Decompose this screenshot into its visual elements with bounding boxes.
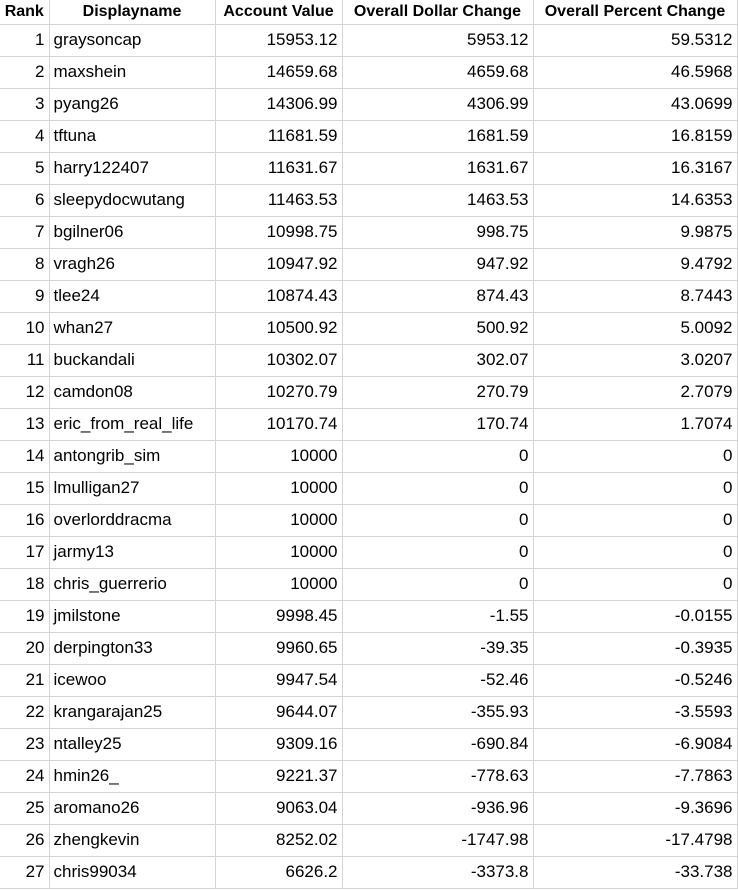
- table-row: [0, 120, 737, 152]
- rank-cell: 12: [0, 376, 49, 408]
- percent-change-cell: -6.9084: [533, 728, 737, 760]
- displayname-cell: hmin26_: [49, 760, 215, 792]
- displayname-cell: graysoncap: [49, 24, 215, 56]
- percent-change-cell: -0.5246: [533, 664, 737, 696]
- table-row: [0, 440, 737, 472]
- displayname-cell: jarmy13: [49, 536, 215, 568]
- account-value-cell: 10500.92: [215, 312, 342, 344]
- displayname-cell: zhengkevin: [49, 824, 215, 856]
- percent-change-cell: 16.3167: [533, 152, 737, 184]
- account-value-cell: 10000: [215, 472, 342, 504]
- dollar-change-cell: 270.79: [342, 376, 533, 408]
- displayname-cell: chris_guerrerio: [49, 568, 215, 600]
- displayname-cell: overlorddracma: [49, 504, 215, 536]
- displayname-cell: tftuna: [49, 120, 215, 152]
- displayname-cell: bgilner06: [49, 216, 215, 248]
- dollar-change-cell: 1463.53: [342, 184, 533, 216]
- percent-change-cell: -0.0155: [533, 600, 737, 632]
- account-value-cell: 14659.68: [215, 56, 342, 88]
- table-row: [0, 344, 737, 376]
- rank-cell: 26: [0, 824, 49, 856]
- table-row: [0, 280, 737, 312]
- account-value-cell: 14306.99: [215, 88, 342, 120]
- rank-cell: 21: [0, 664, 49, 696]
- header-displayname: Displayname: [49, 0, 215, 24]
- account-value-cell: 11463.53: [215, 184, 342, 216]
- rank-cell: 27: [0, 856, 49, 888]
- account-value-cell: 8252.02: [215, 824, 342, 856]
- account-value-cell: 9998.45: [215, 600, 342, 632]
- account-value-cell: 10170.74: [215, 408, 342, 440]
- dollar-change-cell: 302.07: [342, 344, 533, 376]
- dollar-change-cell: 170.74: [342, 408, 533, 440]
- percent-change-cell: 14.6353: [533, 184, 737, 216]
- dollar-change-cell: 0: [342, 504, 533, 536]
- rank-cell: 25: [0, 792, 49, 824]
- rank-cell: 5: [0, 152, 49, 184]
- displayname-cell: buckandali: [49, 344, 215, 376]
- table-row: [0, 472, 737, 504]
- displayname-cell: aromano26: [49, 792, 215, 824]
- dollar-change-cell: -778.63: [342, 760, 533, 792]
- table-row: [0, 728, 737, 760]
- displayname-cell: chris99034: [49, 856, 215, 888]
- account-value-cell: 10874.43: [215, 280, 342, 312]
- account-value-cell: 10947.92: [215, 248, 342, 280]
- account-value-cell: 9960.65: [215, 632, 342, 664]
- percent-change-cell: -9.3696: [533, 792, 737, 824]
- displayname-cell: sleepydocwutang: [49, 184, 215, 216]
- table-row: [0, 248, 737, 280]
- percent-change-cell: 59.5312: [533, 24, 737, 56]
- account-value-cell: 11631.67: [215, 152, 342, 184]
- table-row: [0, 696, 737, 728]
- table-row: [0, 24, 737, 56]
- account-value-cell: 9644.07: [215, 696, 342, 728]
- percent-change-cell: -0.3935: [533, 632, 737, 664]
- percent-change-cell: 0: [533, 568, 737, 600]
- dollar-change-cell: -936.96: [342, 792, 533, 824]
- table-row: [0, 760, 737, 792]
- percent-change-cell: 43.0699: [533, 88, 737, 120]
- rank-cell: 17: [0, 536, 49, 568]
- displayname-cell: maxshein: [49, 56, 215, 88]
- rank-cell: 20: [0, 632, 49, 664]
- header-rank: Rank: [0, 0, 49, 24]
- dollar-change-cell: -52.46: [342, 664, 533, 696]
- percent-change-cell: 0: [533, 472, 737, 504]
- dollar-change-cell: 947.92: [342, 248, 533, 280]
- rank-cell: 14: [0, 440, 49, 472]
- rank-cell: 7: [0, 216, 49, 248]
- percent-change-cell: 8.7443: [533, 280, 737, 312]
- rank-cell: 10: [0, 312, 49, 344]
- displayname-cell: lmulligan27: [49, 472, 215, 504]
- displayname-cell: derpington33: [49, 632, 215, 664]
- dollar-change-cell: 0: [342, 440, 533, 472]
- percent-change-cell: -17.4798: [533, 824, 737, 856]
- rank-cell: 4: [0, 120, 49, 152]
- dollar-change-cell: 4306.99: [342, 88, 533, 120]
- rank-cell: 18: [0, 568, 49, 600]
- displayname-cell: whan27: [49, 312, 215, 344]
- table-row: [0, 184, 737, 216]
- account-value-cell: 10270.79: [215, 376, 342, 408]
- table-row: [0, 792, 737, 824]
- dollar-change-cell: 4659.68: [342, 56, 533, 88]
- rank-cell: 13: [0, 408, 49, 440]
- header-row: [0, 0, 737, 24]
- table-row: [0, 312, 737, 344]
- displayname-cell: krangarajan25: [49, 696, 215, 728]
- dollar-change-cell: 998.75: [342, 216, 533, 248]
- header-overall-percent-change: Overall Percent Change: [533, 0, 737, 24]
- header-overall-dollar-change: Overall Dollar Change: [342, 0, 533, 24]
- rank-cell: 16: [0, 504, 49, 536]
- dollar-change-cell: -3373.8: [342, 856, 533, 888]
- dollar-change-cell: 1631.67: [342, 152, 533, 184]
- table-row: [0, 632, 737, 664]
- percent-change-cell: 16.8159: [533, 120, 737, 152]
- account-value-cell: 9063.04: [215, 792, 342, 824]
- table-row: [0, 856, 737, 888]
- percent-change-cell: 3.0207: [533, 344, 737, 376]
- dollar-change-cell: 874.43: [342, 280, 533, 312]
- account-value-cell: 10000: [215, 504, 342, 536]
- percent-change-cell: 0: [533, 440, 737, 472]
- percent-change-cell: 5.0092: [533, 312, 737, 344]
- displayname-cell: jmilstone: [49, 600, 215, 632]
- dollar-change-cell: -355.93: [342, 696, 533, 728]
- table-body: [0, 24, 737, 888]
- rank-cell: 11: [0, 344, 49, 376]
- dollar-change-cell: 1681.59: [342, 120, 533, 152]
- dollar-change-cell: 0: [342, 472, 533, 504]
- displayname-cell: vragh26: [49, 248, 215, 280]
- rank-cell: 9: [0, 280, 49, 312]
- table-row: [0, 504, 737, 536]
- rank-cell: 2: [0, 56, 49, 88]
- account-value-cell: 10302.07: [215, 344, 342, 376]
- rank-cell: 6: [0, 184, 49, 216]
- table-row: [0, 408, 737, 440]
- table-row: [0, 568, 737, 600]
- displayname-cell: ntalley25: [49, 728, 215, 760]
- account-value-cell: 11681.59: [215, 120, 342, 152]
- account-value-cell: 15953.12: [215, 24, 342, 56]
- percent-change-cell: 1.7074: [533, 408, 737, 440]
- table-row: [0, 376, 737, 408]
- account-value-cell: 9947.54: [215, 664, 342, 696]
- rank-cell: 19: [0, 600, 49, 632]
- dollar-change-cell: 0: [342, 568, 533, 600]
- account-value-cell: 10000: [215, 568, 342, 600]
- dollar-change-cell: -39.35: [342, 632, 533, 664]
- table-row: [0, 88, 737, 120]
- displayname-cell: pyang26: [49, 88, 215, 120]
- table-row: [0, 664, 737, 696]
- displayname-cell: harry122407: [49, 152, 215, 184]
- dollar-change-cell: 0: [342, 536, 533, 568]
- table-row: [0, 56, 737, 88]
- table-row: [0, 216, 737, 248]
- account-value-cell: 9221.37: [215, 760, 342, 792]
- account-value-cell: 9309.16: [215, 728, 342, 760]
- rank-cell: 15: [0, 472, 49, 504]
- rank-cell: 8: [0, 248, 49, 280]
- displayname-cell: icewoo: [49, 664, 215, 696]
- displayname-cell: tlee24: [49, 280, 215, 312]
- rank-cell: 23: [0, 728, 49, 760]
- account-value-cell: 10000: [215, 440, 342, 472]
- dollar-change-cell: -1.55: [342, 600, 533, 632]
- header-account-value: Account Value: [215, 0, 342, 24]
- rank-cell: 1: [0, 24, 49, 56]
- table-row: [0, 536, 737, 568]
- dollar-change-cell: -1747.98: [342, 824, 533, 856]
- account-value-cell: 6626.2: [215, 856, 342, 888]
- rank-cell: 3: [0, 88, 49, 120]
- displayname-cell: antongrib_sim: [49, 440, 215, 472]
- percent-change-cell: -3.5593: [533, 696, 737, 728]
- account-value-cell: 10000: [215, 536, 342, 568]
- percent-change-cell: 9.9875: [533, 216, 737, 248]
- percent-change-cell: -33.738: [533, 856, 737, 888]
- dollar-change-cell: 5953.12: [342, 24, 533, 56]
- dollar-change-cell: -690.84: [342, 728, 533, 760]
- percent-change-cell: 46.5968: [533, 56, 737, 88]
- displayname-cell: camdon08: [49, 376, 215, 408]
- table-row: [0, 152, 737, 184]
- rank-cell: 24: [0, 760, 49, 792]
- displayname-cell: eric_from_real_life: [49, 408, 215, 440]
- dollar-change-cell: 500.92: [342, 312, 533, 344]
- rank-cell: 22: [0, 696, 49, 728]
- percent-change-cell: 0: [533, 536, 737, 568]
- account-value-cell: 10998.75: [215, 216, 342, 248]
- percent-change-cell: 9.4792: [533, 248, 737, 280]
- percent-change-cell: 0: [533, 504, 737, 536]
- percent-change-cell: 2.7079: [533, 376, 737, 408]
- table-row: [0, 600, 737, 632]
- percent-change-cell: -7.7863: [533, 760, 737, 792]
- table-row: [0, 824, 737, 856]
